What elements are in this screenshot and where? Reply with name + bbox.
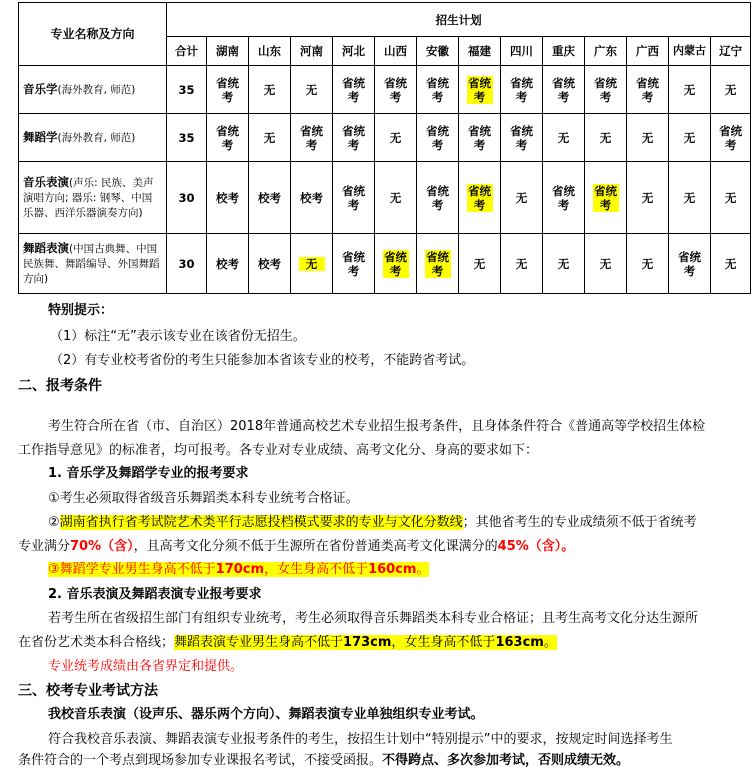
plan-cell: [291, 234, 333, 294]
plan-cell: [711, 162, 751, 234]
plan-value: 省统考: [468, 123, 491, 152]
col-header: 合计: [167, 37, 207, 66]
plan-value: 省统考: [216, 123, 239, 152]
cond-3-male-height: 170cm: [215, 562, 265, 577]
plan-value: 省统考: [594, 75, 617, 104]
plan-value: 无: [599, 256, 612, 271]
col-header: 山东: [249, 37, 291, 66]
plan-value: 省统考: [468, 183, 491, 212]
perf-cond-2-male-height: 173cm: [343, 635, 392, 650]
plan-cell: [501, 234, 543, 294]
plan-value: 无: [557, 130, 570, 145]
para-1a: 考生符合所在省（市、自治区）2018年普通高校艺术专业招生报考条件，且身体条件符合《普通高等学校招生体检: [48, 419, 706, 434]
major-direction: (声乐: 民族、美声演唱方向; 器乐: 钢琴、中国乐器、西洋乐器演奏方向): [23, 177, 154, 219]
plan-value: 省统考: [342, 75, 365, 104]
plan-value: 省统考: [552, 75, 575, 104]
plan-cell: [585, 114, 627, 162]
major-direction: (海外教育, 师范): [57, 84, 136, 96]
plan-cell: [501, 114, 543, 162]
plan-value: 省统考: [216, 75, 239, 104]
cond-1: ①考生必须取得省级音乐舞蹈类本科专业统考合格证。: [48, 491, 359, 506]
exam-para-3: [18, 752, 629, 770]
plan-value: 无: [683, 130, 696, 145]
plan-value: 无: [683, 82, 696, 97]
plan-cell: [627, 162, 669, 234]
plan-cell: [291, 162, 333, 234]
header-major: 专业名称及方向: [19, 3, 167, 66]
plan-value: 省统考: [426, 249, 449, 278]
plan-cell: [669, 162, 711, 234]
major-name-cell: [19, 66, 167, 114]
cond-3-text-b: ，女生身高不低于: [264, 562, 369, 577]
exam-para-3-text: 条件符合的一个考点到现场参加专业课报名考试，不接受函报。: [18, 753, 383, 768]
perf-cond-2-end: 。: [543, 635, 557, 650]
plan-value: 无: [299, 257, 325, 271]
plan-cell: [249, 162, 291, 234]
plan-cell: [627, 66, 669, 114]
total-cell: 30: [167, 162, 207, 234]
plan-cell: [207, 162, 249, 234]
plan-cell: [375, 114, 417, 162]
cond-2-line2: [18, 538, 574, 556]
heading-1: 1. 音乐学及舞蹈学专业的报考要求: [48, 466, 249, 481]
header-plan: 招生计划: [167, 3, 751, 37]
plan-cell: [669, 114, 711, 162]
col-header: 河南: [291, 37, 333, 66]
tip-2: （2）有专业校考省份的考生只能参加本省该专业的校考，不能跨省考试。: [50, 353, 475, 368]
plan-cell: [543, 234, 585, 294]
plan-value: 省统考: [300, 123, 323, 152]
plan-cell: [417, 114, 459, 162]
cond-2-line1: [48, 514, 697, 532]
table-row: [19, 162, 751, 234]
perf-cond-2-female-height: 163cm: [495, 635, 544, 650]
plan-value: 无: [515, 190, 528, 205]
cond-2-text-a: 专业满分: [18, 539, 71, 554]
plan-value: 省统考: [342, 123, 365, 152]
plan-value: 无: [263, 82, 276, 97]
col-header: 湖南: [207, 37, 249, 66]
exam-para-3-warning: 不得跨点、多次参加考试，否则成绩无效。: [382, 753, 630, 768]
plan-cell: [333, 162, 375, 234]
plan-cell: [333, 114, 375, 162]
plan-value: 省统考: [426, 183, 449, 212]
cond-2-text-b: ，且高考文化分须不低于生源所在省份普通类高考文化课满分的: [133, 539, 498, 554]
col-header: 河北: [333, 37, 375, 66]
plan-cell: [627, 234, 669, 294]
col-header: 重庆: [543, 37, 585, 66]
para-1b: 工作指导意见》的标准者，均可报考。各专业对专业成绩、高考文化分、身高的要求如下：: [18, 443, 539, 458]
plan-cell: [333, 66, 375, 114]
table-row: [19, 66, 751, 114]
plan-value: 校考: [216, 256, 239, 271]
plan-cell: [417, 162, 459, 234]
plan-value: 省统考: [678, 249, 701, 278]
col-header: 福建: [459, 37, 501, 66]
plan-cell: [711, 234, 751, 294]
tip-1: （1）标注“无”表示该专业在该省份无招生。: [50, 329, 306, 344]
plan-cell: [375, 162, 417, 234]
plan-value: 无: [641, 190, 654, 205]
plan-cell: [207, 234, 249, 294]
plan-value: 校考: [258, 256, 281, 271]
section-3-title: 三、校考专业考试方法: [18, 683, 158, 699]
plan-value: 省统考: [384, 75, 407, 104]
cond-2-other: ；其他省考生的专业成绩须不低于省统考: [462, 515, 697, 530]
plan-value: 校考: [216, 190, 239, 205]
perf-cond-2-text-a: 舞蹈表演专业男生身高不低于: [174, 635, 344, 650]
plan-cell: [291, 66, 333, 114]
major-name: 音乐表演: [23, 175, 69, 189]
cond-3-text-a: 舞蹈学专业男生身高不低于: [59, 562, 216, 577]
plan-value: 省统考: [552, 183, 575, 212]
plan-value: 省统考: [342, 249, 365, 278]
plan-cell: [417, 234, 459, 294]
plan-cell: [249, 66, 291, 114]
col-header: 安徽: [417, 37, 459, 66]
plan-value: 无: [473, 256, 486, 271]
perf-cond-2: [18, 634, 557, 652]
cond-2-pct-70: 70%（含）: [70, 539, 134, 554]
cond-3-end: 。: [416, 562, 430, 577]
cond-2-end: 。: [561, 539, 575, 554]
plan-value: 无: [641, 256, 654, 271]
plan-value: 省统考: [636, 75, 659, 104]
col-header: 四川: [501, 37, 543, 66]
plan-cell: [585, 66, 627, 114]
plan-value: 无: [641, 130, 654, 145]
exam-para-1: 我校音乐表演（设声乐、器乐两个方向）、舞蹈表演专业单独组织专业考试。: [48, 707, 484, 722]
plan-value: 无: [515, 256, 528, 271]
plan-value: 无: [724, 82, 737, 97]
plan-value: 校考: [258, 190, 281, 205]
plan-cell: [669, 66, 711, 114]
perf-cond-2-text: 在省份艺术类本科合格线；: [18, 635, 175, 650]
major-name: 音乐学: [23, 82, 58, 96]
major-name: 舞蹈学: [23, 130, 58, 144]
plan-cell: [501, 66, 543, 114]
plan-value: 省统考: [468, 75, 491, 104]
plan-value: 无: [724, 190, 737, 205]
plan-value: 无: [557, 256, 570, 271]
plan-value: 省统考: [384, 249, 407, 278]
plan-value: 无: [724, 256, 737, 271]
col-header: 广东: [585, 37, 627, 66]
cond-2-marker: ②: [48, 515, 60, 530]
plan-cell: [585, 234, 627, 294]
major-direction: (中国古典舞、中国民族舞、舞蹈编导、外国舞蹈方向): [23, 243, 160, 285]
plan-cell: [249, 234, 291, 294]
plan-value: 无: [389, 190, 402, 205]
plan-cell: [459, 66, 501, 114]
plan-cell: [627, 114, 669, 162]
plan-cell: [291, 114, 333, 162]
plan-cell: [417, 66, 459, 114]
heading-2: 2. 音乐表演及舞蹈表演专业报考要求: [48, 587, 262, 602]
plan-cell: [207, 114, 249, 162]
plan-cell: [459, 162, 501, 234]
plan-cell: [669, 234, 711, 294]
plan-cell: [543, 66, 585, 114]
exam-para-2: 符合我校音乐表演、舞蹈表演专业报考条件的考生，按招生计划中“特别提示”中的要求，按规定时间选择考生: [48, 732, 673, 747]
cond-3-marker: ③: [48, 562, 60, 577]
plan-value: 无: [389, 130, 402, 145]
plan-cell: [207, 66, 249, 114]
plan-cell: [543, 114, 585, 162]
cond-2-pct-45: 45%（含）: [497, 539, 562, 554]
plan-cell: [333, 234, 375, 294]
perf-cond-3: 专业统考成绩由各省界定和提供。: [48, 659, 244, 674]
plan-cell: [375, 66, 417, 114]
col-header: 广西: [627, 37, 669, 66]
plan-cell: [543, 162, 585, 234]
perf-cond-2-text-b: ，女生身高不低于: [391, 635, 496, 650]
cond-3: [48, 561, 429, 579]
plan-value: 无: [263, 130, 276, 145]
plan-value: 省统考: [342, 183, 365, 212]
major-direction: (海外教育, 师范): [57, 132, 136, 144]
plan-value: 无: [599, 130, 612, 145]
major-name-cell: [19, 114, 167, 162]
total-cell: 35: [167, 114, 207, 162]
plan-cell: [585, 162, 627, 234]
total-cell: 30: [167, 234, 207, 294]
enrollment-plan-table: [18, 2, 751, 294]
plan-cell: [501, 162, 543, 234]
plan-value: 省统考: [426, 123, 449, 152]
perf-cond-1: 若考生所在省级招生部门有组织专业统考，考生必须取得音乐舞蹈类本科专业合格证；且考生高考文化分达生源所: [48, 611, 699, 626]
plan-cell: [459, 234, 501, 294]
col-header: 内蒙古: [669, 37, 711, 66]
plan-cell: [711, 66, 751, 114]
major-name: 舞蹈表演: [23, 241, 69, 255]
plan-value: 省统考: [426, 75, 449, 104]
plan-value: 校考: [300, 190, 323, 205]
total-cell: 35: [167, 66, 207, 114]
cond-2-hunan: 湖南省执行省考试院艺术类平行志愿投档模式要求的专业与文化分数线: [59, 515, 463, 530]
plan-value: 省统考: [719, 123, 743, 152]
cond-3-female-height: 160cm: [368, 562, 417, 577]
plan-cell: [459, 114, 501, 162]
plan-value: 省统考: [510, 123, 533, 152]
table-row: [19, 114, 751, 162]
plan-value: 省统考: [510, 75, 533, 104]
plan-cell: [249, 114, 291, 162]
tips-title: 特别提示：: [48, 303, 114, 318]
table-row: [19, 234, 751, 294]
plan-value: 省统考: [594, 183, 617, 212]
major-name-cell: [19, 234, 167, 294]
col-header: 山西: [375, 37, 417, 66]
plan-cell: [375, 234, 417, 294]
plan-value: 无: [683, 190, 696, 205]
section-2-title: 二、报考条件: [18, 378, 102, 394]
col-header: 辽宁: [711, 37, 751, 66]
major-name-cell: [19, 162, 167, 234]
plan-cell: [711, 114, 751, 162]
plan-value: 无: [305, 82, 318, 97]
